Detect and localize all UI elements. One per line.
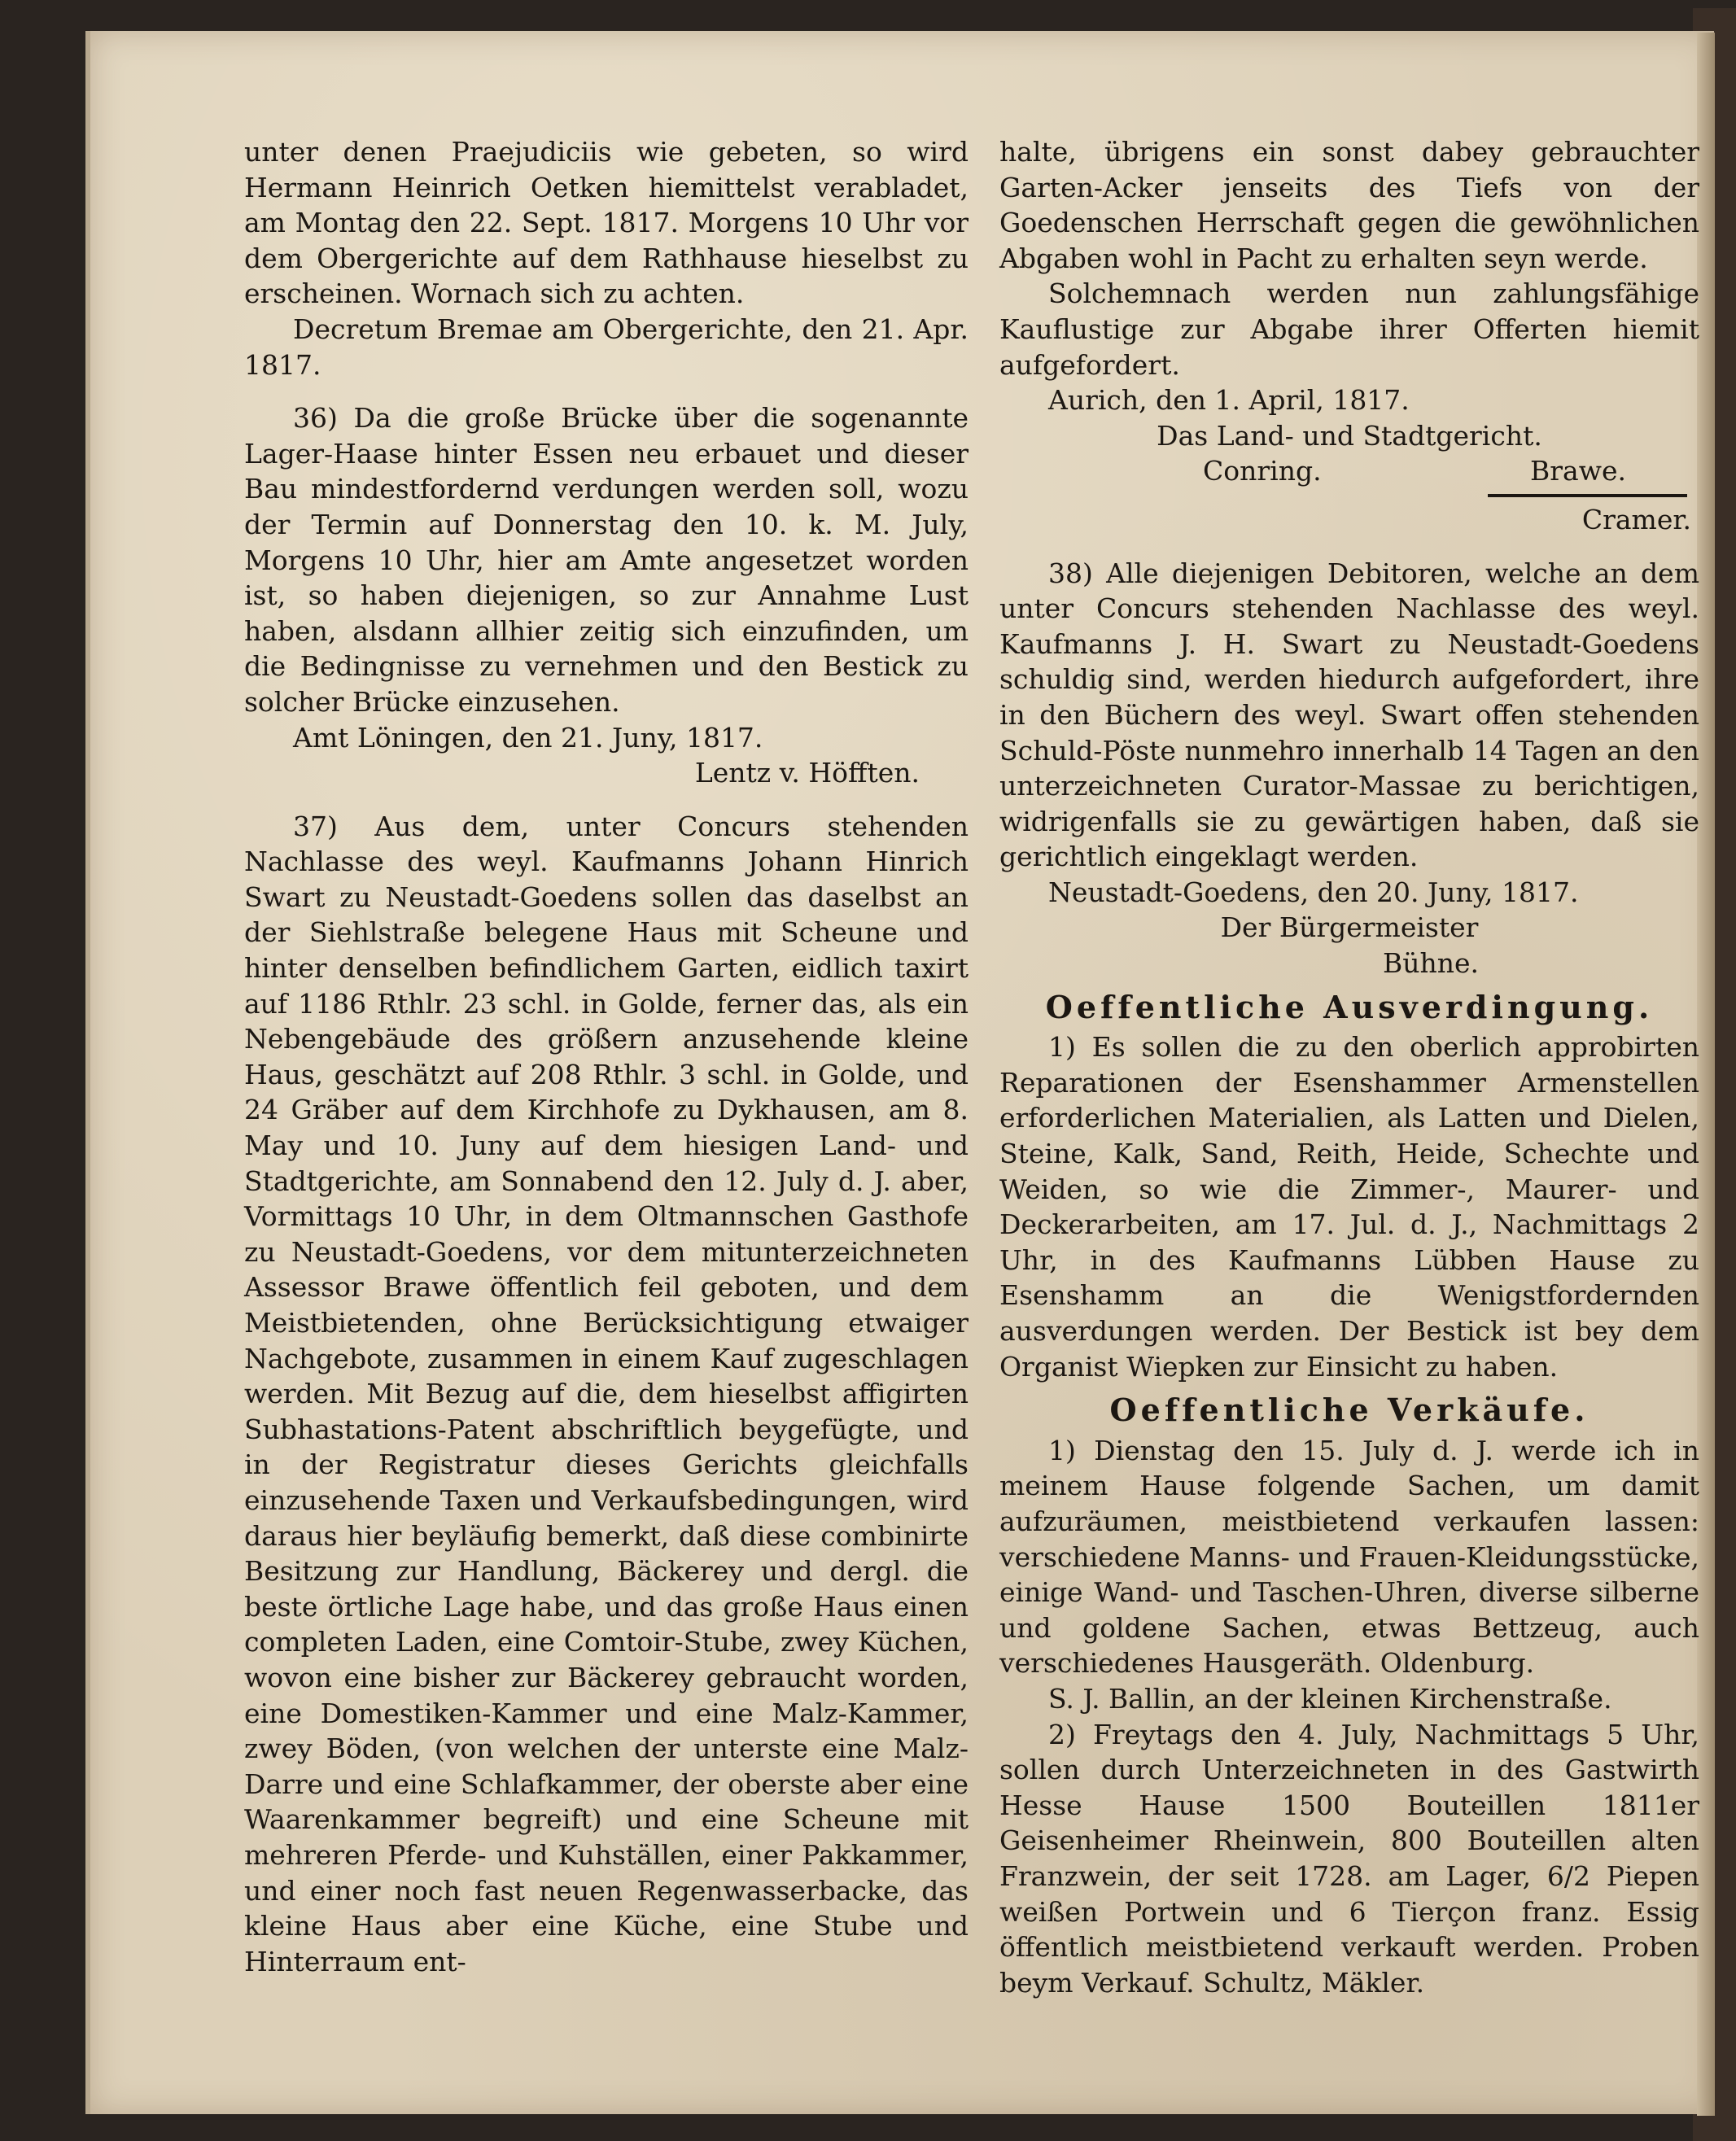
verkauf-1: 1) Dienstag den 15. July d. J. werde ich in meinem Hause folgende Sachen, um damit aufzuräumen, meistbietend verkaufen lassen: verschiedene Manns- und Frauen-Kleidungsstücke, einige Wand- und Taschen-Uhren, diverse silberne und goldene Sachen, etwas Bettzeug, auch verschiedenes Hausgeräth. Oldenburg.: [999, 1434, 1699, 1680]
notice-37-call: Solchemnach werden nun zahlungsfähige Kauflustige zur Abgabe ihrer Offerten hiemit aufgefordert.: [999, 277, 1699, 381]
notice-36-place-date: Amt Löningen, den 21. Juny, 1817.: [293, 721, 763, 754]
signature-conring: Conring.: [1203, 455, 1322, 487]
heading-verkaeufe: Oeffentliche Verkäufe.: [1109, 1392, 1590, 1429]
notice-36: 36) Da die große Brücke über die sogenannte Lager-Haase hinter Essen neu erbauet und dieser Bau mindestfordernd verdungen werden soll, wozu der Termin auf Donnerstag den 10. k. M. July, Morgens 10 Uhr, hier am Amte angesetzet worden ist, so haben diejenigen, so zur Annahme Lust haben, alsdann allhier zeitig sich einzufinden, um die Bedingnisse zu vernehmen und den Bestick zu solcher Brücke einzusehen.: [244, 402, 969, 718]
signature-brawe: Brawe.: [1530, 455, 1626, 487]
right-column: [999, 134, 1699, 2000]
ausverdingung-1: 1) Es sollen die zu den oberlich approbirten Reparationen der Esenshammer Armenstellen erforderlichen Materialien, als Latten und Dielen, Steine, Kalk, Sand, Reith, Heide, Schechte und Weiden, so wie die Zimmer-, Maurer- und Deckerarbeiten, am 17. Jul. d. J., Nachmittags 2 Uhr, in des Kaufmanns Lübben Hause zu Esenshamm an die Wenigstfordernden ausverdungen werden. Der Bestick ist bey dem Organist Wiepken zur Einsicht zu haben.: [999, 1031, 1699, 1383]
notice-36-signature: Lentz v. Höfften.: [694, 757, 920, 789]
signature-rule: [1488, 494, 1687, 497]
court-name: Das Land- und Stadtgericht.: [1157, 419, 1542, 452]
decree-line: Decretum Bremae am Obergerichte, den 21. Apr. 1817.: [244, 312, 969, 381]
continued-notice: unter denen Praejudiciis wie gebeten, so wird Hermann Heinrich Oetken hiemittelst verabladet, am Montag den 22. Sept. 1817. Morgens 10 Uhr vor dem Obergerichte auf dem Rathhause hieselbst zu erscheinen. Wornach sich zu achten.: [244, 136, 969, 310]
notice-37-place-date: Aurich, den 1. April, 1817.: [1048, 384, 1410, 417]
verkauf-2: 2) Freytags den 4. July, Nachmittags 5 Uhr, sollen durch Unterzeichneten in des Gastwirth Hesse Hause 1500 Bouteillen 1811er Geisenheimer Rheinwein, 800 Bouteillen alten Franzwein, der seit 1728. am Lager, 6/2 Piepen weißen Portwein und 6 Tierçon franz. Essig öffentlich meistbietend verkauft werden. Proben beym Verkauf. Schultz, Mäkler.: [999, 1718, 1699, 1999]
notice-38: 38) Alle diejenigen Debitoren, welche an dem unter Concurs stehenden Nachlasse des weyl. Kaufmanns J. H. Swart zu Neustadt-Goedens schuldig sind, werden hiedurch aufgefordert, ihre in den Büchern des weyl. Swart offen stehenden Schuld-Pöste nunmehro innerhalb 14 Tagen an den unterzeichneten Curator-Massae zu berichtigen, widrigenfalls sie zu gewärtigen haben, daß sie gerichtlich eingeklagt werden.: [999, 557, 1699, 873]
notice-38-place-date: Neustadt-Goedens, den 20. Juny, 1817.: [1048, 876, 1579, 908]
notice-38-title: Der Bürgermeister: [1220, 911, 1479, 944]
signatures-row: [999, 453, 1699, 489]
left-column: [244, 134, 969, 1979]
page-edge-strip: [1697, 33, 1715, 2116]
notice-37-continued: halte, übrigens ein sonst dabey gebrauchter Garten-Acker jenseits des Tiefs von der Goedenschen Herrschaft gegen die gewöhnlichen Abgaben wohl in Pacht zu erhalten seyn werde.: [999, 136, 1699, 274]
signature-cramer: Cramer.: [1581, 503, 1691, 535]
heading-ausverdingung: Oeffentliche Ausverdingung.: [1045, 988, 1654, 1025]
notice-38-signature: Bühne.: [1382, 947, 1480, 980]
notice-37: 37) Aus dem, unter Concurs stehenden Nachlasse des weyl. Kaufmanns Johann Hinrich Swart zu Neustadt-Goedens sollen das daselbst an der Siehlstraße belegene Haus mit Scheune und hinter denselben befindlichem Garten, eidlich taxirt auf 1186 Rthlr. 23 schl. in Golde, ferner das, als ein Nebengebäude des größern anzusehende kleine Haus, geschätzt auf 208 Rthlr. 3 schl. in Golde, und 24 Gräber auf dem Kirchhofe zu Dykhausen, am 8. May und 10. Juny auf dem hiesigen Land- und Stadtgerichte, am Sonnabend den 12. July d. J. aber, Vormittags 10 Uhr, in dem Oltmannschen Gasthofe zu Neustadt-Goedens, vor dem mitunterzeichneten Assessor Brawe öffentlich feil geboten, und dem Meistbietenden, ohne Berücksichtigung etwaiger Nachgebote, zusammen in einem Kauf zugeschlagen werden. Mit Bezug auf die, dem hieselbst affigirten Subhastations-Patent abschriftlich beygefügte, und in der Registratur dieses Gerichts gleichfalls einzusehende Taxen und Verkaufsbedingungen, wird daraus hier beyläufig bemerkt, daß diese combinirte Besitzung zur Handlung, Bäckerey und dergl. die beste örtliche Lage habe, und das große Haus einen completen Laden, eine Comtoir-Stube, zwey Küchen, wovon eine bisher zur Bäckerey gebraucht worden, eine Domestiken-Kammer und eine Malz-Kammer, zwey Böden, (von welchen der unterste eine Malz-Darre und eine Schlafkammer, der oberste aber eine Waarenkammer begreift) und eine Scheune mit mehreren Pferde- und Kuhställen, einer Pakkammer, und einer noch fast neuen Regenwasserbacke, das kleine Haus aber eine Küche, eine Stube und Hinterraum ent-: [244, 810, 969, 1977]
verkauf-1-signature: S. J. Ballin, an der kleinen Kirchenstraße.: [1048, 1682, 1612, 1715]
